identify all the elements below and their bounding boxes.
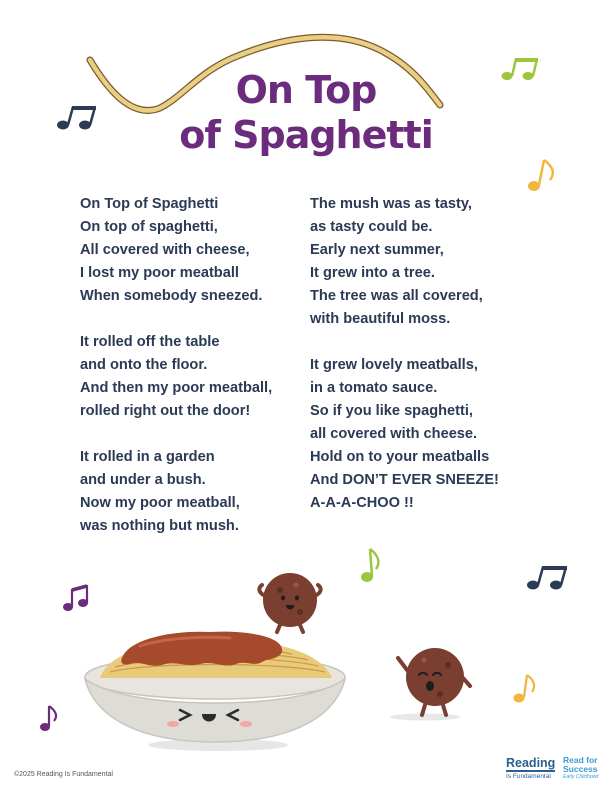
poem-line: The tree was all covered,	[310, 288, 483, 304]
poem-line: And then my poor meatball,	[80, 380, 273, 396]
poem-line: It rolled off the table	[80, 334, 220, 350]
meatball-character-icon	[259, 573, 320, 632]
poem-line: And DON’T EVER SNEEZE!	[310, 472, 499, 488]
reading-is-fundamental-logo[interactable]	[506, 757, 555, 781]
read-for-success-logo[interactable]	[563, 756, 598, 781]
poem-line: Hold on to your meatballs	[310, 449, 490, 465]
poem-line: So if you like spaghetti,	[310, 403, 473, 419]
poem-line: It rolled in a garden	[80, 449, 215, 465]
poem-line: It grew into a tree.	[310, 265, 435, 281]
poem-line: all covered with cheese.	[310, 426, 478, 442]
copyright-text: ©2025 Reading Is Fundamental	[14, 771, 113, 778]
logo-rfs-line3: Early Childhood	[563, 774, 599, 780]
poem-line: When somebody sneezed.	[80, 288, 263, 304]
poem-line: rolled right out the door!	[80, 403, 251, 419]
poem-line: with beautiful moss.	[310, 311, 451, 327]
poem-line: The mush was as tasty,	[310, 196, 472, 212]
logo-rif-big: Reading	[506, 756, 556, 770]
spaghetti-bowl-icon	[85, 632, 345, 742]
poem-line: I lost my poor meatball	[80, 265, 239, 281]
poem-line: and under a bush.	[80, 472, 206, 488]
poem-line: On top of spaghetti,	[80, 219, 218, 235]
poem-line: as tasty could be.	[310, 219, 433, 235]
poem-line: It grew lovely meatballs,	[310, 357, 478, 373]
logo-rfs-line2: Success	[563, 764, 598, 774]
poem-line: All covered with cheese,	[80, 242, 250, 258]
meatball-character-icon	[390, 648, 470, 721]
poem-line: in a tomato sauce.	[310, 380, 438, 396]
poem-line: A-A-A-CHOO !!	[310, 495, 414, 511]
poem-line: On Top of Spaghetti	[80, 196, 219, 212]
logo-rfs-line1: Read for	[563, 755, 598, 765]
poem-line: was nothing but mush.	[80, 518, 239, 534]
page-title-line2: of Spaghetti	[179, 113, 433, 157]
poem-line: and onto the floor.	[80, 357, 208, 373]
poem-line: Now my poor meatball,	[80, 495, 240, 511]
logo-rif-small: Is Fundamental	[506, 773, 551, 780]
page-title-line1: On Top	[235, 68, 377, 112]
poem-line: Early next summer,	[310, 242, 444, 258]
